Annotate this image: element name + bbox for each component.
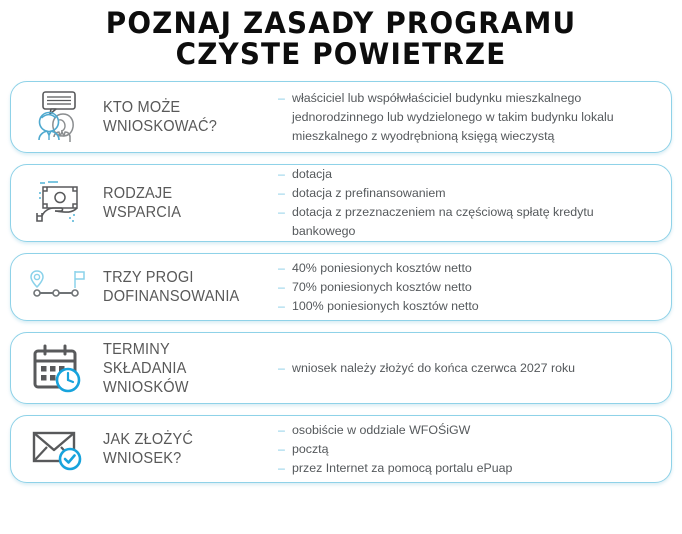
card-heading-line-1: TRZY PROGI [103, 269, 194, 286]
card-heading-line-2: WNIOSKOWAĆ? [103, 118, 218, 135]
bullet-dash: – [278, 441, 285, 456]
list-item [278, 440, 657, 459]
list-item-text: osobiście w oddziale WFOŚiGW [292, 422, 471, 437]
card-heading-line-1: RODZAJE [103, 185, 173, 202]
list-item-text: pocztą [292, 441, 329, 456]
bullet-dash: – [278, 186, 285, 200]
card-heading [103, 268, 268, 306]
bullet-dash: – [278, 360, 285, 375]
page-title [0, 0, 682, 70]
bullet-dash: – [278, 279, 285, 294]
people-speech-bubble-icon [11, 89, 103, 145]
bullet-dash: – [278, 167, 285, 181]
card-jak-zlozyc-wniosek[interactable] [10, 415, 672, 483]
list-item-text: właściciel lub współwłaściciel budynku mieszkalnego jednorodzinnego lub wydzielonego w takim budynku lokalu mieszkalnego z wyodrębnioną księgą wieczystą [292, 90, 614, 143]
list-item [278, 165, 657, 184]
list-item [278, 184, 657, 203]
list-item [278, 459, 657, 478]
list-item [278, 421, 657, 440]
list-item-text: dotacja z przeznaczeniem na częściową spłatę kredytu bankowego [292, 205, 594, 238]
card-heading-line-2: WNIOSEK? [103, 450, 182, 467]
list-item-text: dotacja z prefinansowaniem [292, 186, 446, 200]
page-title-line-1: POZNAJ ZASADY PROGRAMU [105, 6, 577, 40]
card-item-list [278, 259, 671, 316]
list-item [278, 259, 657, 278]
bullet-dash: – [278, 422, 285, 437]
card-item-list [278, 165, 671, 241]
list-item [278, 359, 657, 378]
card-item-list [278, 421, 671, 478]
card-trzy-progi-dofinansowania[interactable] [10, 253, 672, 321]
card-heading [103, 430, 268, 468]
card-item-list [278, 89, 671, 146]
bullet-dash: – [278, 260, 285, 275]
card-heading-line-1: TERMINY [103, 340, 170, 358]
card-item-list [278, 359, 671, 378]
list-item [278, 203, 657, 241]
card-heading-line-2: DOFINANSOWANIA [103, 288, 240, 305]
route-progress-icon [11, 265, 103, 309]
card-heading [103, 184, 268, 222]
bullet-dash: – [278, 460, 285, 475]
card-rodzaje-wsparcia[interactable] [10, 164, 672, 242]
list-item-text: dotacja [292, 167, 332, 181]
calendar-clock-icon [11, 342, 103, 394]
card-heading-line-2: SKŁADANIA [103, 359, 187, 377]
card-list [0, 81, 682, 483]
card-heading-line-1: KTO MOŻE [103, 99, 181, 116]
card-kto-moze-wnioskowac[interactable] [10, 81, 672, 153]
list-item-text: 40% poniesionych kosztów netto [292, 260, 472, 275]
list-item-text: 100% poniesionych kosztów netto [292, 298, 479, 313]
bullet-dash: – [278, 298, 285, 313]
card-heading [103, 98, 268, 136]
card-heading-line-2: WSPARCIA [103, 204, 182, 221]
bullet-dash: – [278, 90, 285, 105]
list-item-text: przez Internet za pomocą portalu ePuap [292, 460, 513, 475]
list-item-text: 70% poniesionych kosztów netto [292, 279, 472, 294]
page-title-line-2: CZYSTE POWIETRZE [175, 37, 507, 71]
list-item-text: wniosek należy złożyć do końca czerwca 2027 roku [292, 360, 576, 375]
list-item [278, 89, 657, 146]
bullet-dash: – [278, 205, 285, 219]
card-heading-line-3: WNIOSKÓW [103, 378, 189, 396]
envelope-check-icon [11, 426, 103, 472]
list-item [278, 297, 657, 316]
list-item [278, 278, 657, 297]
card-heading-line-1: JAK ZŁOŻYĆ [103, 431, 194, 448]
card-terminy-skladania-wnioskow[interactable] [10, 332, 672, 404]
card-heading [103, 340, 268, 397]
hand-holding-banknote-icon [11, 177, 103, 229]
